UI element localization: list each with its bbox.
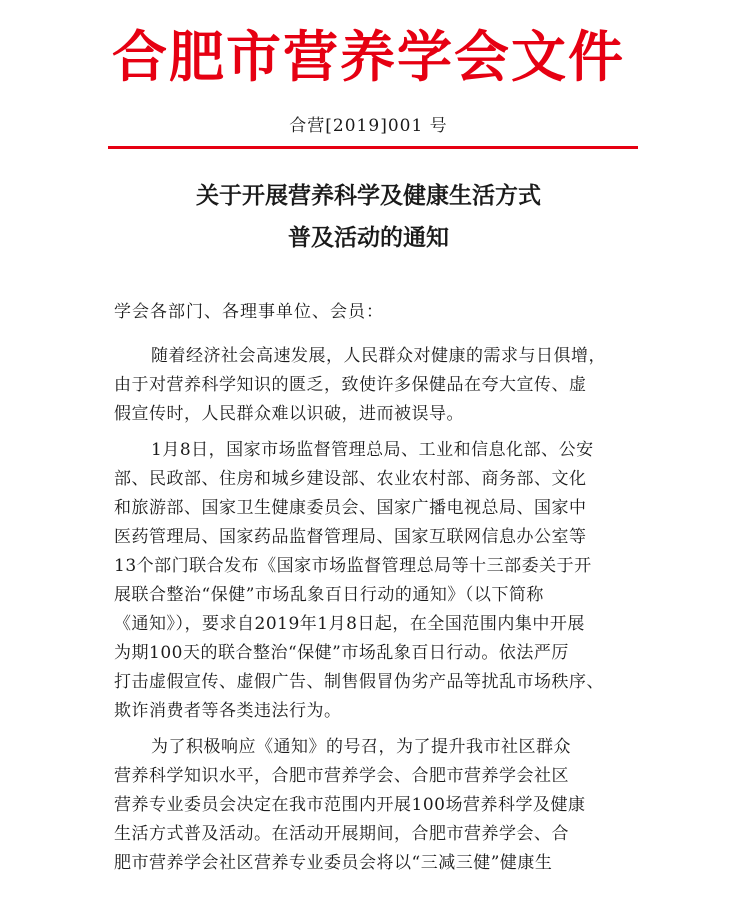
paragraph-line: 为期100天的联合整治“保健”市场乱象百日行动。依法严厉: [114, 643, 569, 663]
paragraph-line: 13个部门联合发布《国家市场监督管理总局等十三部委关于开: [114, 556, 592, 576]
salutation: 学会各部门、各理事单位、会员：: [114, 302, 384, 322]
paragraph-2: [114, 436, 634, 726]
paragraph-line: 营养专业委员会决定在我市范围内开展100场营养科学及健康: [114, 795, 586, 815]
document-title: [0, 175, 737, 259]
paragraph-line: 生活方式普及活动。在活动开展期间，合肥市营养学会、合: [114, 824, 569, 844]
paragraph-line: 营养科学知识水平，合肥市营养学会、合肥市营养学会社区: [114, 766, 569, 786]
paragraph-3: [114, 733, 634, 878]
paragraph-line: 欺诈消费者等各类违法行为。: [114, 701, 342, 721]
paragraph-1: [114, 342, 634, 429]
paragraph-line: 展联合整治“保健”市场乱象百日行动的通知》（以下简称: [114, 585, 544, 605]
paragraph-line: 《通知》），要求自2019年1月8日起，在全国范围内集中开展: [114, 614, 585, 634]
paragraph-line: 随着经济社会高速发展，人民群众对健康的需求与日俱增，: [151, 346, 606, 366]
paragraph-line: 由于对营养科学知识的匮乏，致使许多保健品在夸大宣传、虚: [114, 375, 587, 395]
paragraph-line: 肥市营养学会社区营养专业委员会将以“三减三健”健康生: [114, 853, 553, 873]
paragraph-line: 假宣传时，人民群众难以识破，进而被误导。: [114, 404, 464, 424]
masthead-title: 合肥市营养学会文件: [111, 24, 625, 89]
paragraph-line: 为了积极响应《通知》的号召，为了提升我市社区群众: [151, 737, 571, 757]
document-number: 合营[2019]001 号: [289, 116, 448, 136]
title-line-2: 普及活动的通知: [288, 224, 449, 251]
paragraph-line: 部、民政部、住房和城乡建设部、农业农村部、商务部、文化: [114, 469, 587, 489]
paragraph-line: 打击虚假宣传、虚假广告、制售假冒伪劣产品等扰乱市场秩序、: [114, 672, 604, 692]
red-separator-line: [108, 146, 638, 149]
title-line-1: 关于开展营养科学及健康生活方式: [196, 182, 541, 209]
paragraph-line: 1月8日，国家市场监督管理总局、工业和信息化部、公安: [151, 440, 594, 460]
paragraph-line: 医药管理局、国家药品监督管理局、国家互联网信息办公室等: [114, 527, 587, 547]
paragraph-line: 和旅游部、国家卫生健康委员会、国家广播电视总局、国家中: [114, 498, 587, 518]
